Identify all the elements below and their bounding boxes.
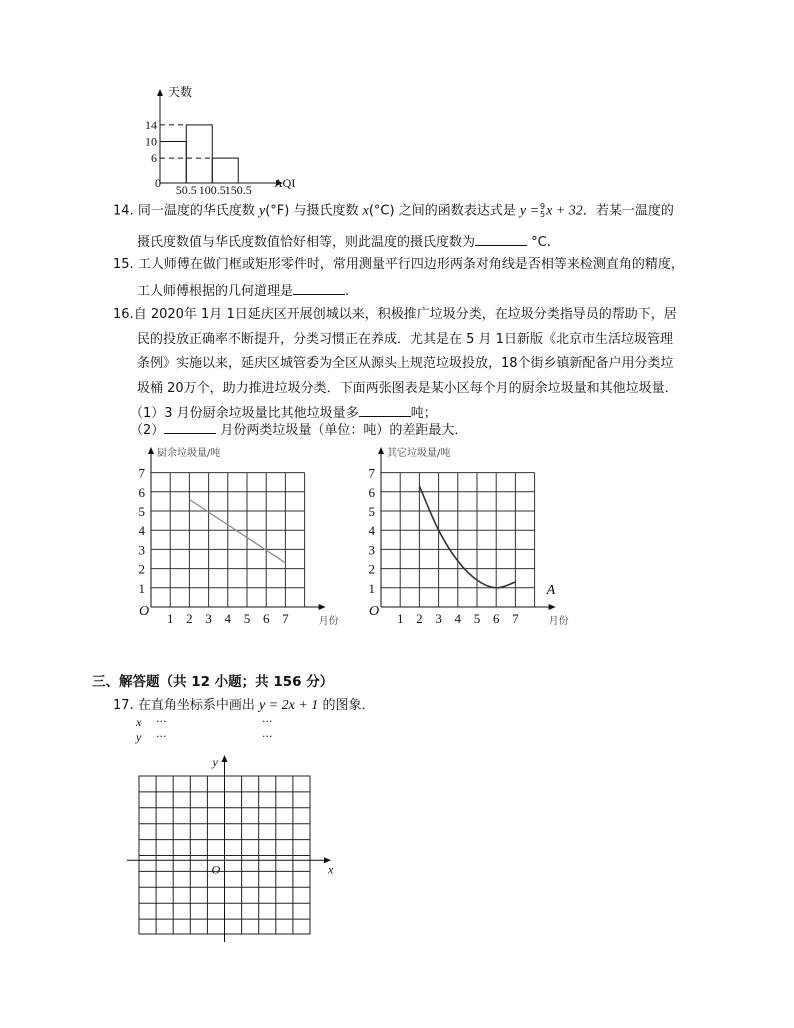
x-tick-label: 5 bbox=[243, 611, 251, 626]
y-axis-label: y bbox=[212, 755, 218, 769]
frac-num: 9 bbox=[540, 202, 546, 211]
ellipsis: ··· bbox=[262, 730, 273, 743]
q16-number: 16. bbox=[113, 307, 134, 322]
section-title: 三、解答题（共 12 小题；共 156 分） bbox=[92, 674, 334, 690]
q14-line1 bbox=[113, 203, 674, 220]
x-tick-label: 2 bbox=[416, 611, 423, 626]
histogram-bar-1 bbox=[186, 125, 212, 183]
x-tick-label: 150.5 bbox=[224, 183, 252, 195]
y-tick-label: 5 bbox=[138, 504, 145, 519]
q13-histogram bbox=[130, 80, 310, 195]
q16-sub-text: （2） bbox=[130, 423, 165, 438]
q17-line bbox=[113, 698, 374, 714]
q15-line1 bbox=[113, 257, 684, 273]
x-tick-label: 2 bbox=[186, 611, 193, 626]
ellipsis: ··· bbox=[156, 715, 167, 728]
q17-text: 在直角坐标系中画出 bbox=[137, 698, 255, 713]
y-tick-label: 14 bbox=[145, 117, 157, 132]
q14-text: 摄氏度数值与华氏度数值恰好相等，则此温度的摄氏度数为 bbox=[137, 235, 476, 250]
y-tick-label: 1 bbox=[368, 580, 375, 596]
x-tick-label: 6 bbox=[492, 611, 500, 626]
q14-text: 同一温度的华氏度数 bbox=[137, 203, 255, 219]
ellipsis: ··· bbox=[262, 715, 273, 728]
q15-number: 15. bbox=[113, 257, 134, 272]
q14-number: 14. bbox=[113, 203, 134, 219]
frac-den: 5 bbox=[540, 210, 546, 219]
q15-text: 工人师傅在做门框或矩形零件时，常用测量平行四边形两条对角线是否相等来检测直角的精度， bbox=[137, 257, 684, 272]
q16-line1 bbox=[113, 307, 677, 323]
x-axis-label: AQI bbox=[274, 176, 296, 190]
y-tick-label: 5 bbox=[368, 504, 375, 519]
x-axis-label: 月份 bbox=[318, 616, 339, 627]
histogram-bar-0 bbox=[160, 142, 186, 184]
y-tick-label: 2 bbox=[368, 561, 375, 577]
q14-line2 bbox=[137, 233, 551, 251]
q14-text: 之间的函数表达式是 bbox=[398, 203, 516, 219]
x-tick-label: 50.5 bbox=[175, 183, 197, 195]
formula-rhs: x + 32 bbox=[546, 203, 583, 219]
other-waste-chart bbox=[359, 440, 579, 632]
q16-sub-text: 月份两类垃圾量（单位：吨）的差距最大． bbox=[220, 423, 468, 438]
x-tick-label: 100.5 bbox=[198, 183, 226, 195]
q16-sub-text: 吨； bbox=[410, 406, 437, 421]
y-tick-label: 1 bbox=[138, 580, 145, 596]
answer-blank[interactable] bbox=[293, 282, 345, 295]
ellipsis: ··· bbox=[156, 730, 167, 743]
y-tick-label: 4 bbox=[368, 523, 375, 539]
q17-text: 的图象． bbox=[322, 698, 375, 713]
q14-unit: °C. bbox=[531, 235, 551, 250]
origin-label: 0 bbox=[155, 176, 161, 190]
q16-line3 bbox=[137, 356, 674, 372]
y-tick-label: 6 bbox=[368, 484, 375, 500]
q15-line2 bbox=[137, 282, 349, 300]
fraction bbox=[540, 203, 545, 219]
value-table-x-row bbox=[136, 715, 273, 729]
unit-f: (°F) bbox=[265, 203, 290, 219]
answer-blank[interactable] bbox=[164, 421, 216, 434]
origin-label: O bbox=[139, 604, 150, 619]
x-tick-label: 1 bbox=[396, 611, 404, 626]
table-y-label: y bbox=[136, 730, 142, 744]
q14-text: ．若某一温度的 bbox=[582, 203, 674, 219]
q17-number: 17. bbox=[113, 698, 134, 713]
var-y: y bbox=[258, 203, 266, 219]
y-tick-label: 7 bbox=[138, 465, 145, 481]
chart-title: 厨余垃圾量/吨 bbox=[157, 448, 221, 459]
q16-text: 条例》实施以来，延庆区城管委为全区从源头上规范垃圾投放，18个街乡镇新配备户用分类垃 bbox=[137, 356, 674, 371]
y-tick-label: 3 bbox=[138, 542, 145, 558]
q17-coordinate-grid[interactable] bbox=[125, 750, 340, 955]
data-line bbox=[189, 499, 285, 562]
q15-text: 工人师傅根据的几何道理是 bbox=[137, 284, 294, 299]
point-label-a: A bbox=[546, 582, 556, 598]
x-tick-label: 5 bbox=[473, 611, 481, 626]
y-tick-label: 10 bbox=[145, 134, 157, 149]
q16-line2 bbox=[137, 332, 673, 348]
x-tick-label: 3 bbox=[205, 611, 212, 626]
q16-text: 圾桶 20万个，助力推进垃圾分类．下面两张图表是某小区每个月的厨余垃圾量和其他垃圾量． bbox=[137, 381, 678, 396]
y-axis-label: 天数 bbox=[168, 85, 193, 99]
x-tick-label: 4 bbox=[224, 611, 232, 626]
x-tick-label: 7 bbox=[282, 611, 289, 626]
formula-lhs: y = bbox=[519, 203, 540, 219]
y-tick-label: 3 bbox=[368, 542, 375, 558]
x-tick-label: 6 bbox=[262, 611, 270, 626]
origin-label: O bbox=[369, 604, 380, 619]
x-tick-label: 3 bbox=[435, 611, 442, 626]
y-tick-label: 2 bbox=[138, 561, 145, 577]
q17-formula: y = 2x + 1 bbox=[258, 698, 319, 713]
x-axis-label: x bbox=[328, 862, 334, 877]
y-tick-label: 7 bbox=[368, 465, 375, 481]
q16-sub1 bbox=[130, 404, 437, 422]
q16-sub-text: （1）3 月份厨余垃圾量比其他垃圾量多 bbox=[130, 406, 359, 421]
y-tick-label: 4 bbox=[138, 523, 145, 539]
x-tick-label: 1 bbox=[166, 611, 174, 626]
q16-sub2 bbox=[130, 421, 467, 439]
data-line bbox=[419, 486, 515, 588]
histogram-bar-2 bbox=[212, 158, 238, 183]
answer-blank[interactable] bbox=[475, 233, 527, 246]
q16-line4 bbox=[137, 381, 678, 397]
x-tick-label: 7 bbox=[512, 611, 519, 626]
q16-text: 自 2020年 1月 1日延庆区开展创城以来，积极推广垃圾分类，在垃圾分类指导员的帮助下，居 bbox=[133, 307, 677, 322]
unit-c: (°C) bbox=[368, 203, 395, 219]
q14-text: 与摄氏度数 bbox=[293, 203, 359, 219]
q16-text: 民的投放正确率不断提升，分类习惯正在养成．尤其是在 5 月 1日新版《北京市生活垃圾管理 bbox=[137, 332, 673, 347]
value-table-y-row bbox=[136, 730, 273, 744]
x-tick-label: 4 bbox=[454, 611, 462, 626]
var-x: x bbox=[362, 203, 369, 219]
q15-text: . bbox=[345, 284, 350, 299]
y-tick-label: 6 bbox=[151, 151, 157, 166]
x-axis-label: 月份 bbox=[548, 616, 569, 627]
chart-title: 其它垃圾量/吨 bbox=[387, 448, 451, 459]
y-tick-label: 6 bbox=[138, 484, 145, 500]
answer-blank[interactable] bbox=[359, 404, 411, 417]
kitchen-waste-chart bbox=[130, 440, 340, 632]
origin-label: O bbox=[211, 862, 221, 877]
table-x-label: x bbox=[136, 715, 142, 729]
